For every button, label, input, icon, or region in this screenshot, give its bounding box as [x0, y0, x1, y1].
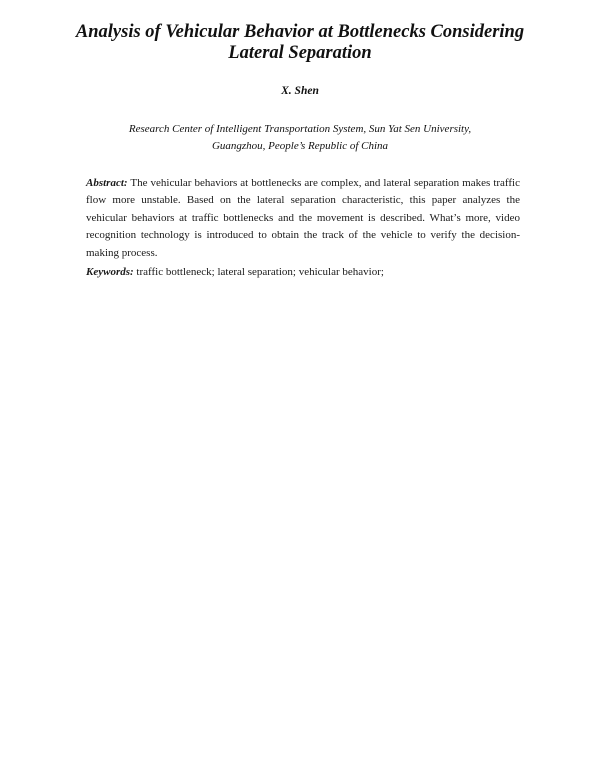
- paper-title: [40, 22, 560, 64]
- keywords-label: Keywords:: [86, 266, 134, 278]
- author-name: X. Shen: [281, 85, 319, 97]
- abstract-paragraph: [86, 175, 520, 262]
- keywords-text: traffic bottleneck; lateral separation; vehicular behavior;: [136, 266, 384, 278]
- author-affiliation: [40, 121, 560, 155]
- title-line-1: Analysis of Vehicular Behavior at Bottlenecks Considering: [75, 22, 525, 42]
- affiliation-line-1: Research Center of Intelligent Transportation System, Sun Yat Sen University,: [128, 123, 472, 135]
- affiliation-line-2: Guangzhou, People’s Republic of China: [211, 140, 389, 152]
- abstract-label: Abstract:: [86, 177, 128, 189]
- title-line-2: Lateral Separation: [228, 43, 372, 63]
- abstract-text: The vehicular behaviors at bottlenecks are complex, and lateral separation makes traffic flow more unstable. Based on the lateral separation characteristic, this paper analyzes the vehicular behaviors at traffic bottlenecks and the movement is described. What’s more, video recognition technology is introduced to obtain the track of the vehicle to verify the decision-making process.: [86, 177, 520, 259]
- keywords-paragraph: [86, 264, 520, 281]
